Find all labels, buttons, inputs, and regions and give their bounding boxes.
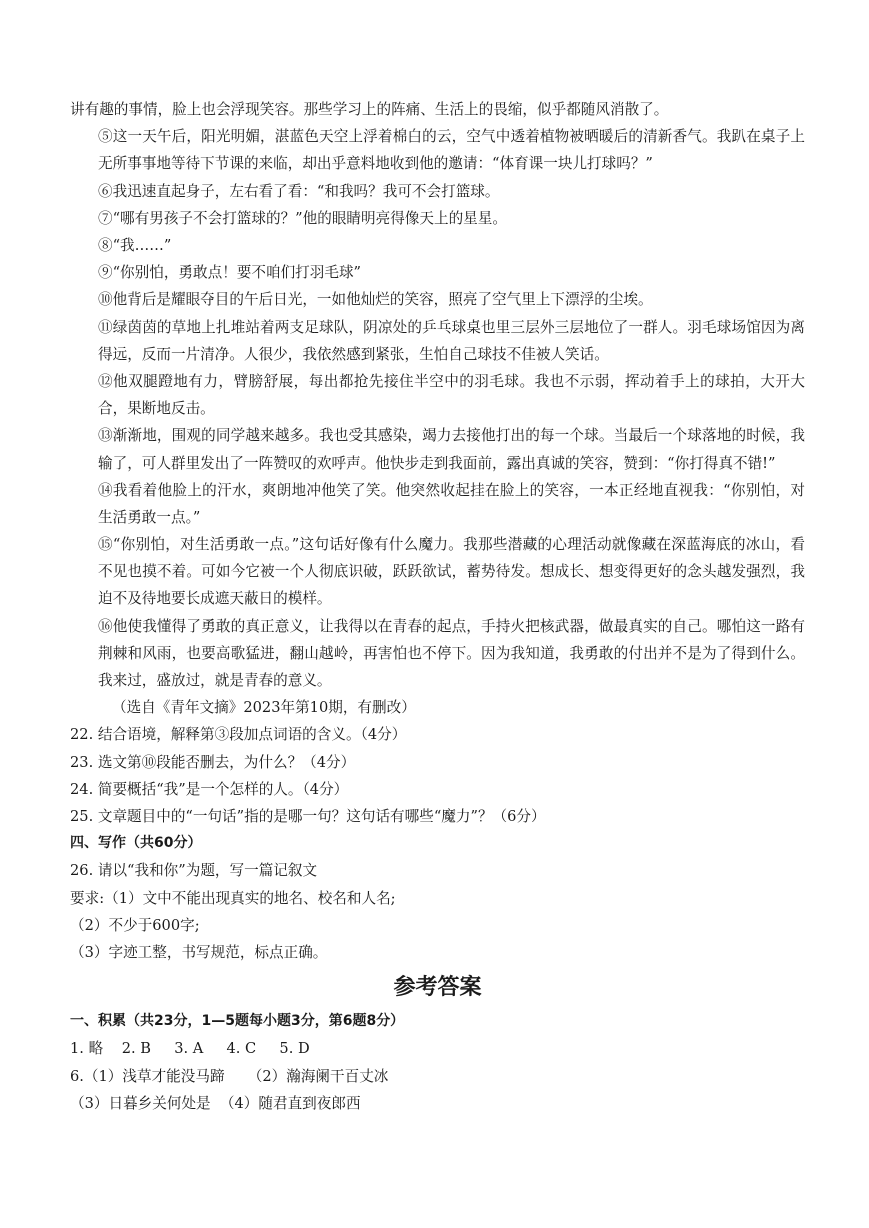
paragraph-intro: 讲有趣的事情，脸上也会浮现笑容。那些学习上的阵痛、生活上的畏缩，似乎都随风消散了。 bbox=[70, 101, 669, 118]
answers-row-3: （3）日暮乡关何处是 （4）随君直到夜郎西 bbox=[70, 1094, 361, 1112]
answers-row-2: 6.（1）浅草才能没马蹄 （2）瀚海阑干百丈冰 bbox=[70, 1067, 389, 1085]
paragraph-11: ⑪绿茵茵的草地上扎堆站着两支足球队，阴凉处的乒乓球桌也里三层外三层地位了一群人。羽毛球场馆因为离得远，反而一片清净。人很少，我依然感到紧张，生怕自己球技不佳被人笑话。 bbox=[98, 318, 805, 363]
writing-prompt: 26. 请以“我和你”为题，写一篇记叙文 bbox=[70, 862, 318, 880]
paragraph-6: ⑥我迅速直起身子，左右看了看：“和我吗？我可不会打篮球。 bbox=[98, 182, 500, 200]
answers-title: 参考答案 bbox=[393, 975, 482, 1001]
paragraph-9: ⑨“你别怕，勇敢点！要不咱们打羽毛球” bbox=[98, 264, 362, 282]
question-22: 22. 结合语境，解释第③段加点词语的含义。（4分） bbox=[70, 726, 407, 744]
paragraph-14: ⑭我看着他脸上的汗水，爽朗地冲他笑了笑。他突然收起挂在脸上的笑容，一本正经地直视我：“你别怕，对生活勇敢一点。” bbox=[98, 481, 805, 526]
writing-requirement-2: （2）不少于600字; bbox=[70, 916, 200, 934]
writing-heading: 四、写作（共60分） bbox=[70, 835, 202, 852]
paragraph-8: ⑧“我……” bbox=[98, 236, 172, 254]
writing-requirement-3: （3）字迹工整，书写规范，标点正确。 bbox=[70, 943, 328, 961]
question-24: 24. 简要概括“我”是一个怎样的人。（4分） bbox=[70, 780, 349, 798]
paragraph-16: ⑯他使我懂得了勇敢的真正意义，让我得以在青春的起点，手持火把核武器，做最真实的自己。哪怕这一路有荆棘和风雨，也要高歌猛进，翻山越岭，再害怕也不停下。因为我知道，我勇敢的付出并不是为了得到什么。我来过，盛放过，就是青春的意义。 bbox=[98, 617, 805, 690]
answers-row-1: 1. 略 2. B 3. A 4. C 5. D bbox=[70, 1040, 310, 1058]
paragraph-15: ⑮“你别怕，对生活勇敢一点。”这句话好像有什么魔力。我那些潜藏的心理活动就像藏在深蓝海底的冰山，看不见也摸不着。可如今它被一个人彻底识破，跃跃欲试，蓄势待发。想成长、想变得更好的念头越发强烈，我迫不及待地要长成遮天蔽日的模样。 bbox=[98, 536, 805, 608]
question-25: 25. 文章题目中的“一句话”指的是哪一句？这句话有哪些“魔力”？（6分） bbox=[70, 808, 546, 826]
answers-section-1: 一、积累（共23分，1—5题每小题3分，第6题8分） bbox=[70, 1013, 405, 1030]
paragraph-7: ⑦“哪有男孩子不会打篮球的？”他的眼睛明亮得像天上的星星。 bbox=[98, 209, 507, 227]
question-23: 23. 选文第⑩段能否删去，为什么？（4分） bbox=[70, 753, 356, 771]
paragraph-13: ⑬渐渐地，围观的同学越来越多。我也受其感染，竭力去接他打出的每一个球。当最后一个球落地的时候，我输了，可人群里发出了一阵赞叹的欢呼声。他快步走到我面前，露出真诚的笑容，赞到：“你打得真不错!” bbox=[98, 427, 805, 472]
paragraph-5: ⑤这一天午后，阳光明媚，湛蓝色天空上浮着棉白的云，空气中透着植物被晒暖后的清新香气。我趴在桌子上无所事事地等待下节课的来临，却出乎意料地收到他的邀请：“体育课一块儿打球吗？” bbox=[98, 128, 805, 173]
paragraph-12: ⑫他双腿蹬地有力，臂膀舒展，每出都抢先接住半空中的羽毛球。我也不示弱，挥动着手上的球拍，大开大合，果断地反击。 bbox=[98, 372, 805, 418]
writing-requirement-1: 要求:（1）文中不能出现真实的地名、校名和人名; bbox=[70, 889, 396, 907]
document-page bbox=[70, 96, 805, 1117]
source-citation: （选自《青年文摘》2023年第10期，有删改） bbox=[112, 699, 416, 717]
paragraph-10: ⑩他背后是耀眼夺目的午后日光，一如他灿烂的笑容，照亮了空气里上下漂浮的尘埃。 bbox=[98, 291, 653, 309]
